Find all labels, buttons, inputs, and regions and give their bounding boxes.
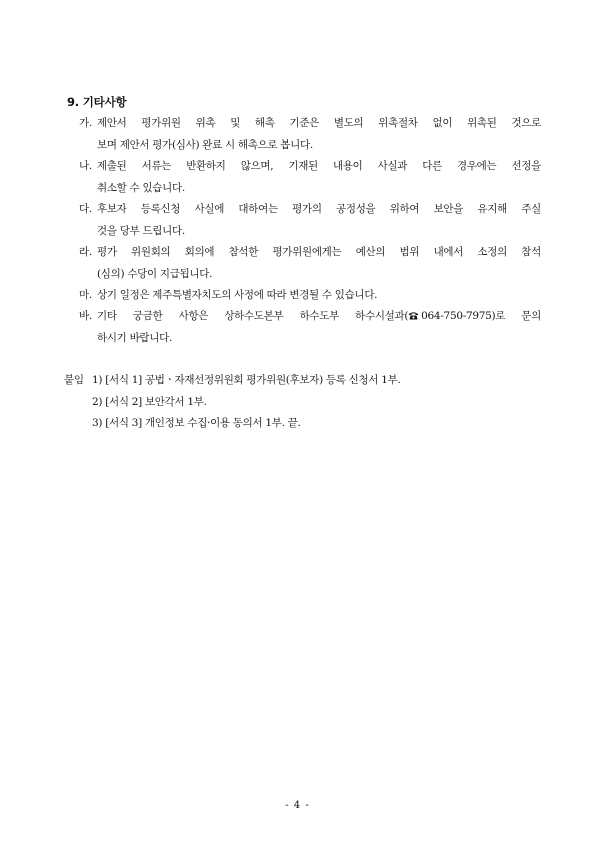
- list-item-text: [79, 306, 541, 349]
- attachment-row: 3) [서식 3] 개인정보 수집·이용 동의서 1부. 끝.: [92, 417, 301, 429]
- telephone-icon: [408, 311, 419, 320]
- list-marker: 나.: [79, 160, 92, 172]
- list-marker: 가.: [79, 117, 92, 129]
- list-item-text: [79, 156, 541, 199]
- text-line: 취소할 수 있습니다.: [97, 181, 185, 194]
- list-item-da: [79, 199, 541, 242]
- list-item-na: [79, 156, 541, 199]
- page-number: - 4 -: [285, 800, 310, 811]
- attachments-label: 붙임: [64, 374, 84, 386]
- attachment-row: 1) [서식 1] 공법ㆍ자재선정위원회 평가위원(후보자) 등록 신청서 1부.: [92, 374, 401, 386]
- list-item-ga: [79, 113, 541, 156]
- list-item-text: [79, 199, 541, 242]
- list-marker: 라.: [79, 246, 92, 258]
- list-marker: 다.: [79, 203, 92, 215]
- list-item-text: [79, 242, 541, 285]
- list-item-ma: [79, 285, 541, 307]
- phone-number: 064-750-7975)로 문의: [421, 310, 541, 322]
- list-item-text: [79, 113, 541, 156]
- text-line: 보며 제안서 평가(심사) 완료 시 해촉으로 봅니다.: [97, 138, 313, 151]
- text-line: 후보자 등록신청 사실에 대하여는 평가의 공정성을 위하여 보안을 유지해 주실: [97, 203, 541, 215]
- text-segment: 기타 궁금한 사항은 상하수도본부 하수도부 하수시설과(: [97, 310, 409, 322]
- text-line: 제안서 평가위원 위촉 및 해촉 기준은 별도의 위촉절차 없이 위촉된 것으로: [97, 117, 541, 129]
- list-marker: 바.: [79, 310, 92, 322]
- list-item-ba: [79, 306, 541, 349]
- text-line: 제출된 서류는 반환하지 않으며, 기재된 내용이 사실과 다른 경우에는 선정을: [97, 160, 541, 172]
- text-line: (심의) 수당이 지급됩니다.: [97, 267, 213, 280]
- section-title: 9. 기타사항: [67, 95, 127, 109]
- text-line: [97, 306, 541, 328]
- list-marker: 마.: [79, 289, 92, 301]
- text-line: 하시기 바랍니다.: [97, 331, 172, 344]
- attachment-row: 2) [서식 2] 보안각서 1부.: [92, 395, 207, 408]
- list-item-ra: [79, 242, 541, 285]
- text-line: 평가 위원회의 회의에 참석한 평가위원에게는 예산의 범위 내에서 소정의 참석: [97, 246, 541, 258]
- list-item-text: [79, 285, 541, 307]
- text-line: 상기 일정은 제주특별자치도의 사정에 따라 변경될 수 있습니다.: [97, 289, 378, 301]
- attachments: [64, 370, 401, 435]
- text-line: 것을 당부 드립니다.: [97, 224, 185, 237]
